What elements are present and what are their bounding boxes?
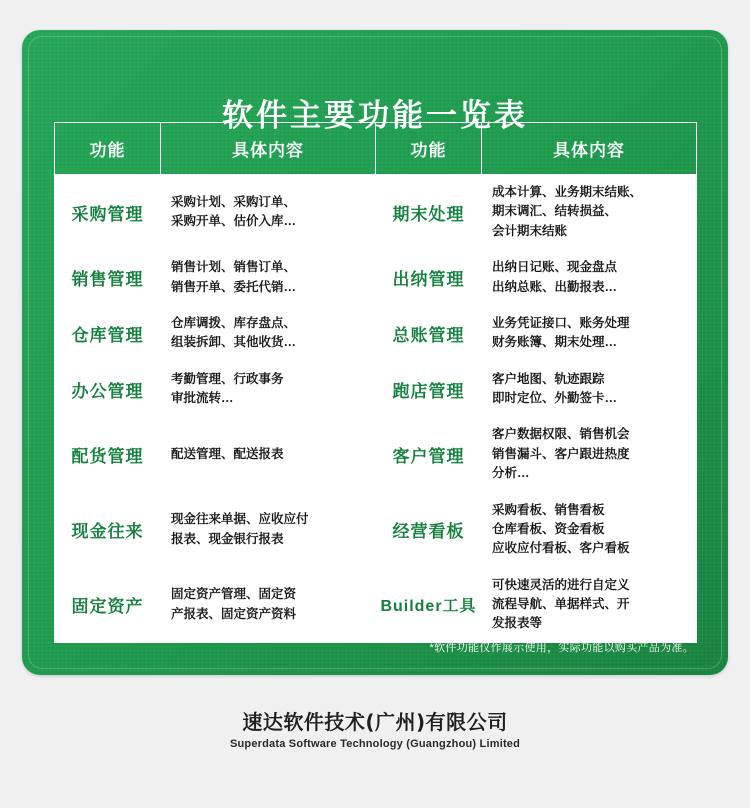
category-cell: 跑店管理: [376, 361, 482, 417]
detail-cell: 采购看板、销售看板 仓库看板、资金看板 应收应付看板、客户看板: [482, 492, 697, 567]
table-row: [55, 250, 697, 306]
column-header-function-left: 功能: [55, 123, 161, 175]
detail-cell: 出纳日记账、现金盘点 出纳总账、出勤报表…: [482, 250, 697, 306]
column-header-detail-left: 具体内容: [161, 123, 376, 175]
category-cell: 客户管理: [376, 417, 482, 492]
detail-cell: 业务凭证接口、账务处理 财务账簿、期末处理…: [482, 305, 697, 361]
detail-cell: 采购计划、采购订单、 采购开单、估价入库…: [161, 175, 376, 250]
feature-table: [54, 122, 697, 643]
table-row: [55, 567, 697, 642]
detail-cell: 客户数据权限、销售机会 销售漏斗、客户跟进热度 分析…: [482, 417, 697, 492]
table-row: [55, 417, 697, 492]
company-name-cn: 速达软件技术(广州)有限公司: [242, 710, 508, 734]
column-header-detail-right: 具体内容: [482, 123, 697, 175]
category-cell: Builder工具: [376, 567, 482, 642]
category-cell: 固定资产: [55, 567, 161, 642]
table-body: [55, 175, 697, 643]
feature-table-wrap: [54, 122, 696, 643]
detail-cell: 成本计算、业务期末结账、 期末调汇、结转损益、 会计期末结账: [482, 175, 697, 250]
category-cell: 经营看板: [376, 492, 482, 567]
table-row: [55, 305, 697, 361]
table-header-row: [55, 123, 697, 175]
detail-cell: 配送管理、配送报表: [161, 417, 376, 492]
category-cell: 仓库管理: [55, 305, 161, 361]
category-cell: 总账管理: [376, 305, 482, 361]
detail-cell: 考勤管理、行政事务 审批流转…: [161, 361, 376, 417]
table-row: [55, 361, 697, 417]
disclaimer-note: *软件功能仅作展示使用，实际功能以购买产品为准。: [429, 642, 694, 654]
footer: [0, 706, 750, 750]
category-cell: 采购管理: [55, 175, 161, 250]
category-cell: 办公管理: [55, 361, 161, 417]
feature-table-panel: [22, 30, 728, 675]
column-header-function-right: 功能: [376, 123, 482, 175]
category-cell: 销售管理: [55, 250, 161, 306]
category-cell: 期末处理: [376, 175, 482, 250]
page-title: 软件主要功能一览表: [222, 98, 528, 134]
category-cell: 出纳管理: [376, 250, 482, 306]
category-cell: 配货管理: [55, 417, 161, 492]
category-cell: 现金往来: [55, 492, 161, 567]
detail-cell: 固定资产管理、固定资 产报表、固定资产资料: [161, 567, 376, 642]
detail-cell: 现金往来单据、应收应付 报表、现金银行报表: [161, 492, 376, 567]
company-name-en: Superdata Software Technology (Guangzhou) Limited: [229, 738, 521, 750]
detail-cell: 仓库调拨、库存盘点、 组装拆卸、其他收货…: [161, 305, 376, 361]
detail-cell: 销售计划、销售订单、 销售开单、委托代销…: [161, 250, 376, 306]
table-row: [55, 492, 697, 567]
table-row: [55, 175, 697, 250]
detail-cell: 可快速灵活的进行自定义 流程导航、单据样式、开 发报表等: [482, 567, 697, 642]
detail-cell: 客户地图、轨迹跟踪 即时定位、外勤签卡…: [482, 361, 697, 417]
